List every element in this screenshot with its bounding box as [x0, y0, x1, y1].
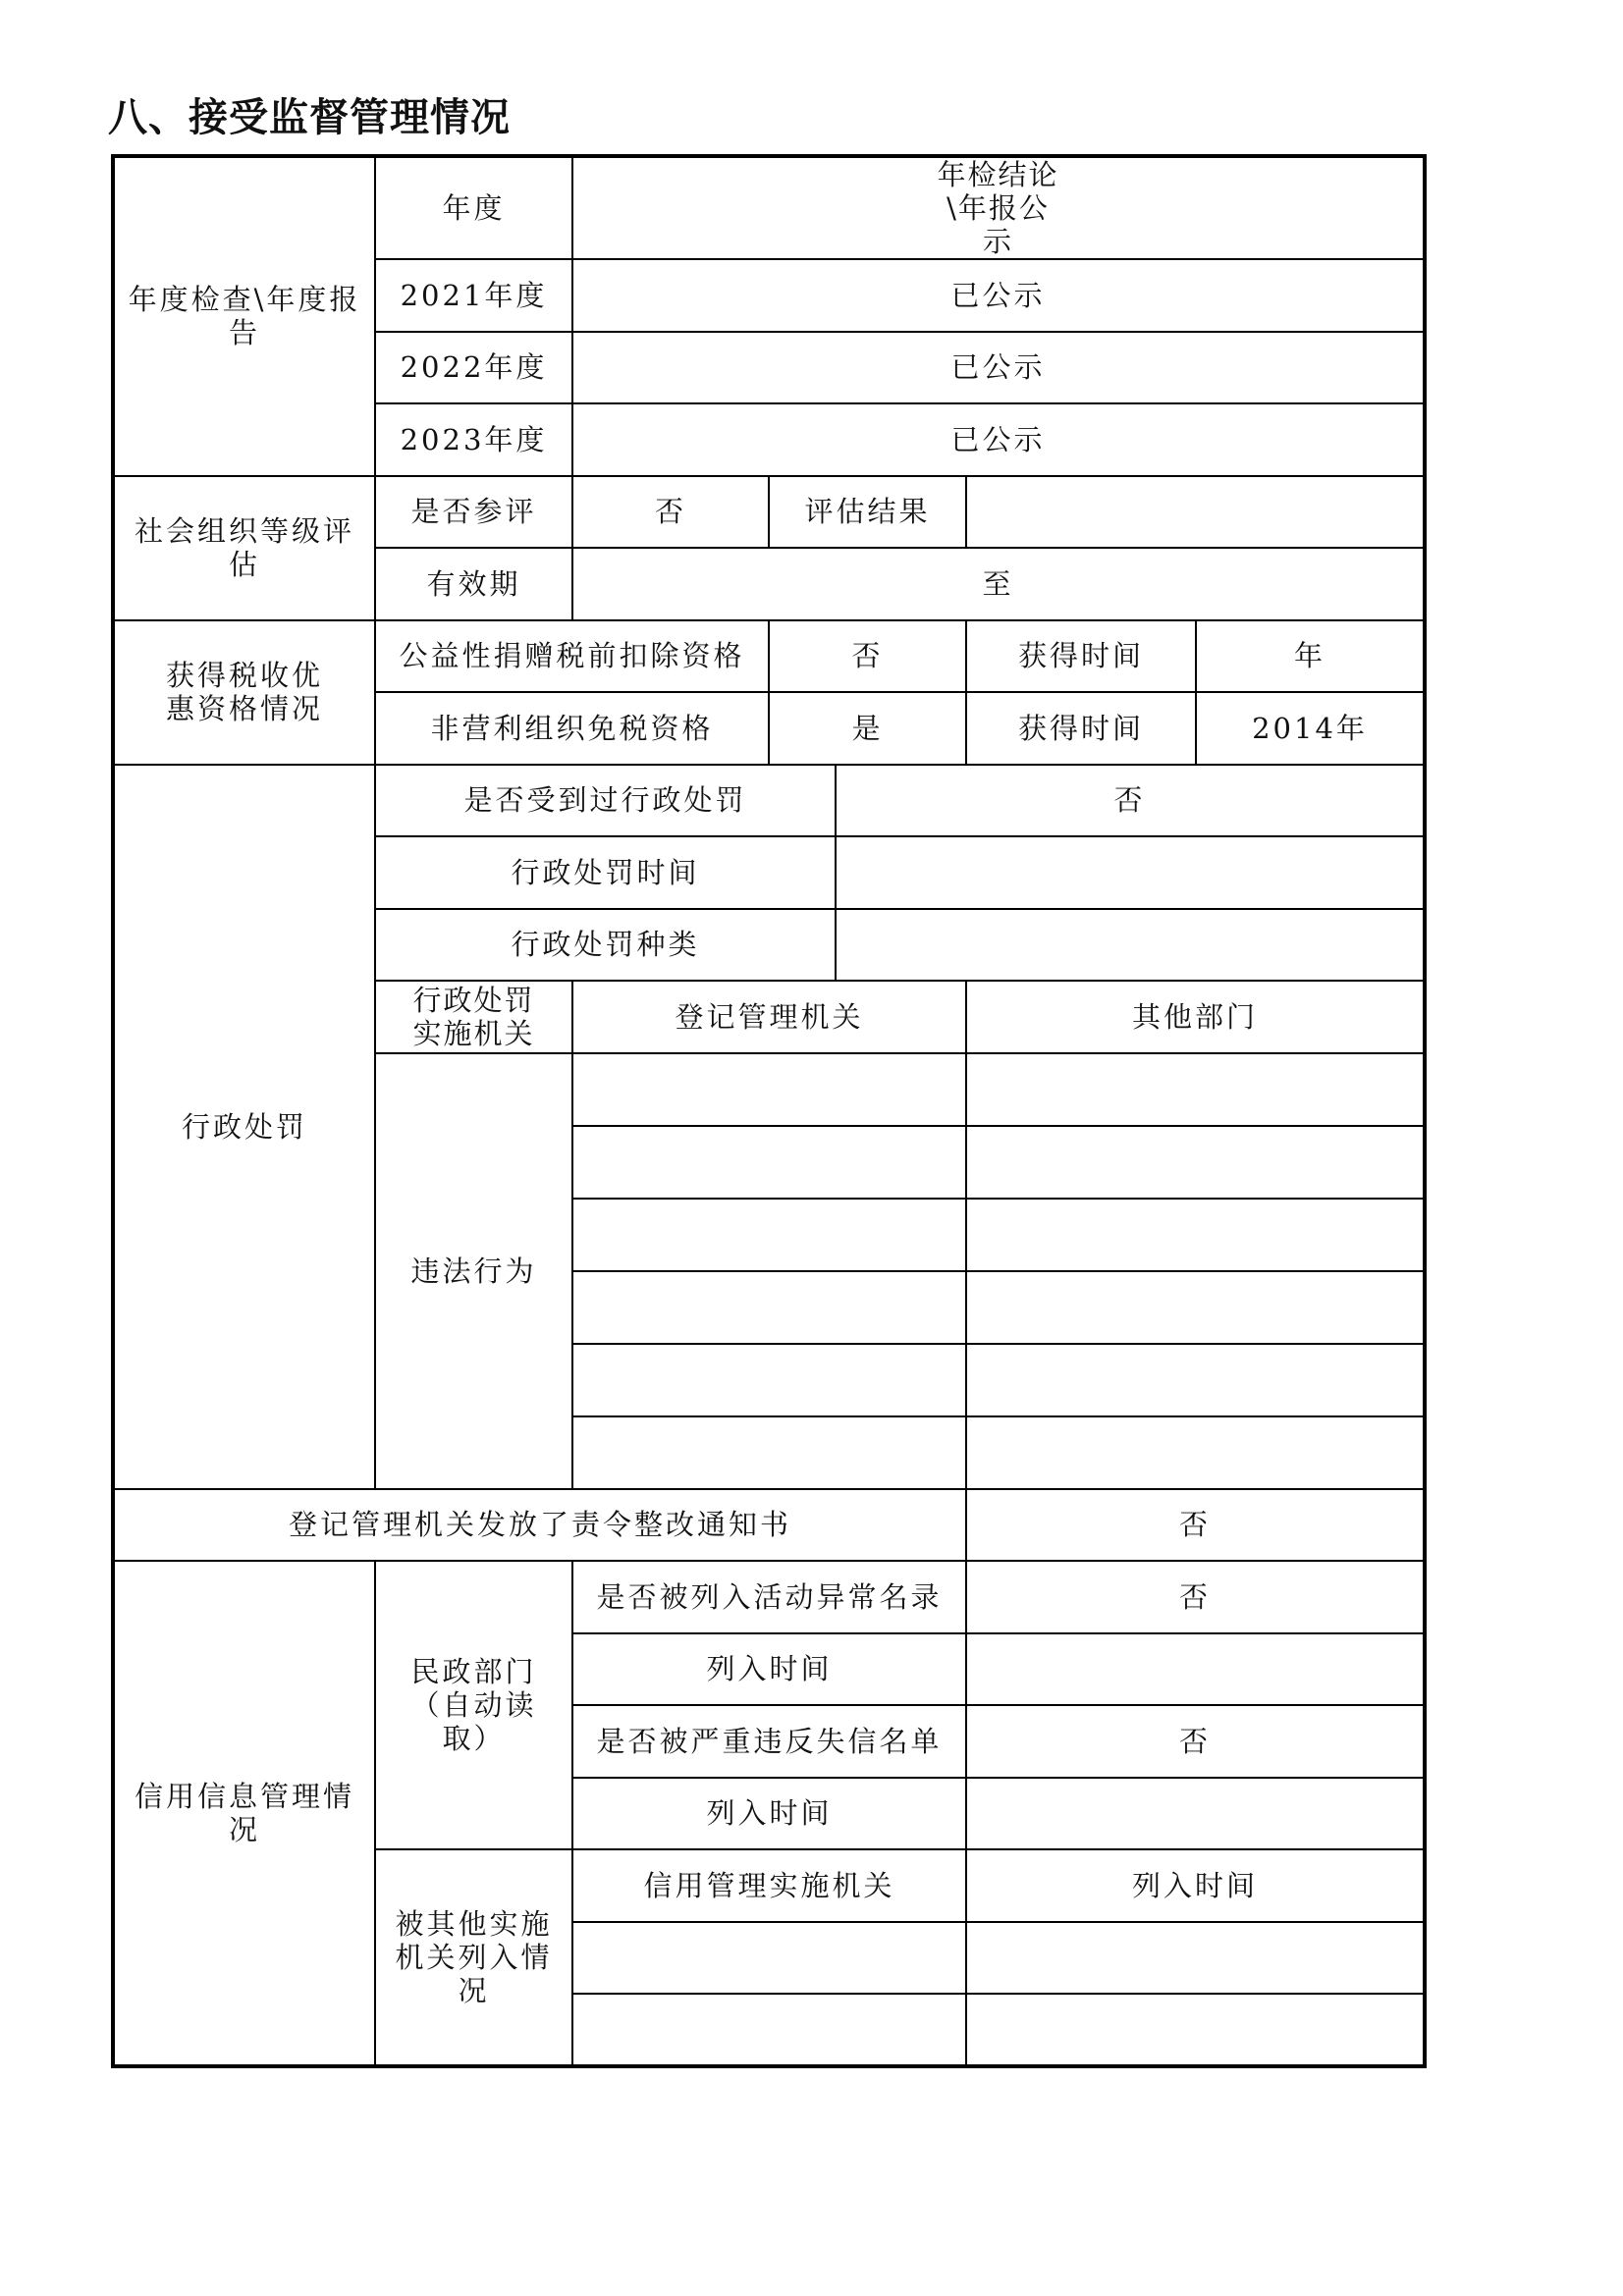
rectification-row	[113, 1489, 1425, 1562]
annual-result: 已公示	[572, 259, 1425, 332]
penalty-type-value	[836, 909, 1425, 982]
rating-result-label: 评估结果	[769, 476, 966, 549]
tax-qualification-label: 公益性捐赠税前扣除资格	[375, 620, 769, 693]
tax-time-label: 获得时间	[966, 620, 1196, 693]
rating-section-label: 社会组织等级评估	[113, 476, 375, 620]
penalty-time-label: 行政处罚时间	[375, 836, 836, 909]
abnormal-list-label: 是否被列入活动异常名录	[572, 1561, 966, 1633]
other-agency-time-cell	[966, 1994, 1425, 2066]
abnormal-time-label: 列入时间	[572, 1633, 966, 1706]
dishonest-time-value	[966, 1778, 1425, 1850]
annual-header-row	[113, 156, 1425, 259]
penalty-received-value: 否	[836, 765, 1425, 837]
violation-registration-cell	[572, 1126, 966, 1199]
other-agency-time-cell	[966, 1922, 1425, 1995]
violation-other-cell	[966, 1199, 1425, 1271]
violation-registration-cell	[572, 1271, 966, 1344]
credit-abnormal-row	[113, 1561, 1425, 1633]
abnormal-list-value: 否	[966, 1561, 1425, 1633]
rating-row	[113, 476, 1425, 549]
supervision-table	[111, 154, 1427, 2068]
violation-other-cell	[966, 1416, 1425, 1489]
tax-time-value: 2014年	[1196, 692, 1425, 765]
penalty-authority-label: 行政处罚实施机关	[375, 981, 572, 1053]
tax-qualification-value: 是	[769, 692, 966, 765]
abnormal-time-value	[966, 1633, 1425, 1706]
violation-registration-cell	[572, 1344, 966, 1416]
rating-participated-value: 否	[572, 476, 769, 549]
violation-other-cell	[966, 1126, 1425, 1199]
rating-result-value	[966, 476, 1425, 549]
other-agencies-label: 被其他实施机关列入情况	[375, 1849, 572, 2066]
other-agency-cell	[572, 1994, 966, 2066]
listing-time-header: 列入时间	[966, 1849, 1425, 1922]
tax-qualification-value: 否	[769, 620, 966, 693]
result-header: 年检结论\年报公示	[572, 156, 1425, 259]
penalty-time-value	[836, 836, 1425, 909]
annual-year: 2023年度	[375, 403, 572, 476]
section-heading: 八、接受监督管理情况	[108, 95, 511, 140]
rating-validity-value: 至	[572, 548, 1425, 620]
annual-result: 已公示	[572, 403, 1425, 476]
dishonest-list-value: 否	[966, 1705, 1425, 1778]
violation-label: 违法行为	[375, 1053, 572, 1489]
rectification-value: 否	[966, 1489, 1425, 1562]
violation-registration-cell	[572, 1053, 966, 1126]
tax-qualification-label: 非营利组织免税资格	[375, 692, 769, 765]
tax-section-label: 获得税收优惠资格情况	[113, 620, 375, 765]
credit-section-label: 信用信息管理情况	[113, 1561, 375, 2066]
penalty-type-label: 行政处罚种类	[375, 909, 836, 982]
penalty-received-label: 是否受到过行政处罚	[375, 765, 836, 837]
tax-time-label: 获得时间	[966, 692, 1196, 765]
annual-result: 已公示	[572, 332, 1425, 404]
year-header: 年度	[375, 156, 572, 259]
dishonest-list-label: 是否被严重违反失信名单	[572, 1705, 966, 1778]
civil-affairs-label: 民政部门（自动读取）	[375, 1561, 572, 1849]
violation-other-cell	[966, 1344, 1425, 1416]
tax-row	[113, 620, 1425, 693]
violation-other-cell	[966, 1053, 1425, 1126]
other-agency-cell	[572, 1922, 966, 1995]
agency-header: 信用管理实施机关	[572, 1849, 966, 1922]
penalty-received-row	[113, 765, 1425, 837]
other-departments-header: 其他部门	[966, 981, 1425, 1053]
violation-registration-cell	[572, 1416, 966, 1489]
registration-authority-header: 登记管理机关	[572, 981, 966, 1053]
annual-year: 2021年度	[375, 259, 572, 332]
rectification-label: 登记管理机关发放了责令整改通知书	[113, 1489, 966, 1562]
violation-other-cell	[966, 1271, 1425, 1344]
penalty-section-label: 行政处罚	[113, 765, 375, 1489]
rating-validity-label: 有效期	[375, 548, 572, 620]
dishonest-time-label: 列入时间	[572, 1778, 966, 1850]
tax-time-value: 年	[1196, 620, 1425, 693]
annual-section-label: 年度检查\年度报告	[113, 156, 375, 476]
annual-year: 2022年度	[375, 332, 572, 404]
rating-participated-label: 是否参评	[375, 476, 572, 549]
violation-registration-cell	[572, 1199, 966, 1271]
